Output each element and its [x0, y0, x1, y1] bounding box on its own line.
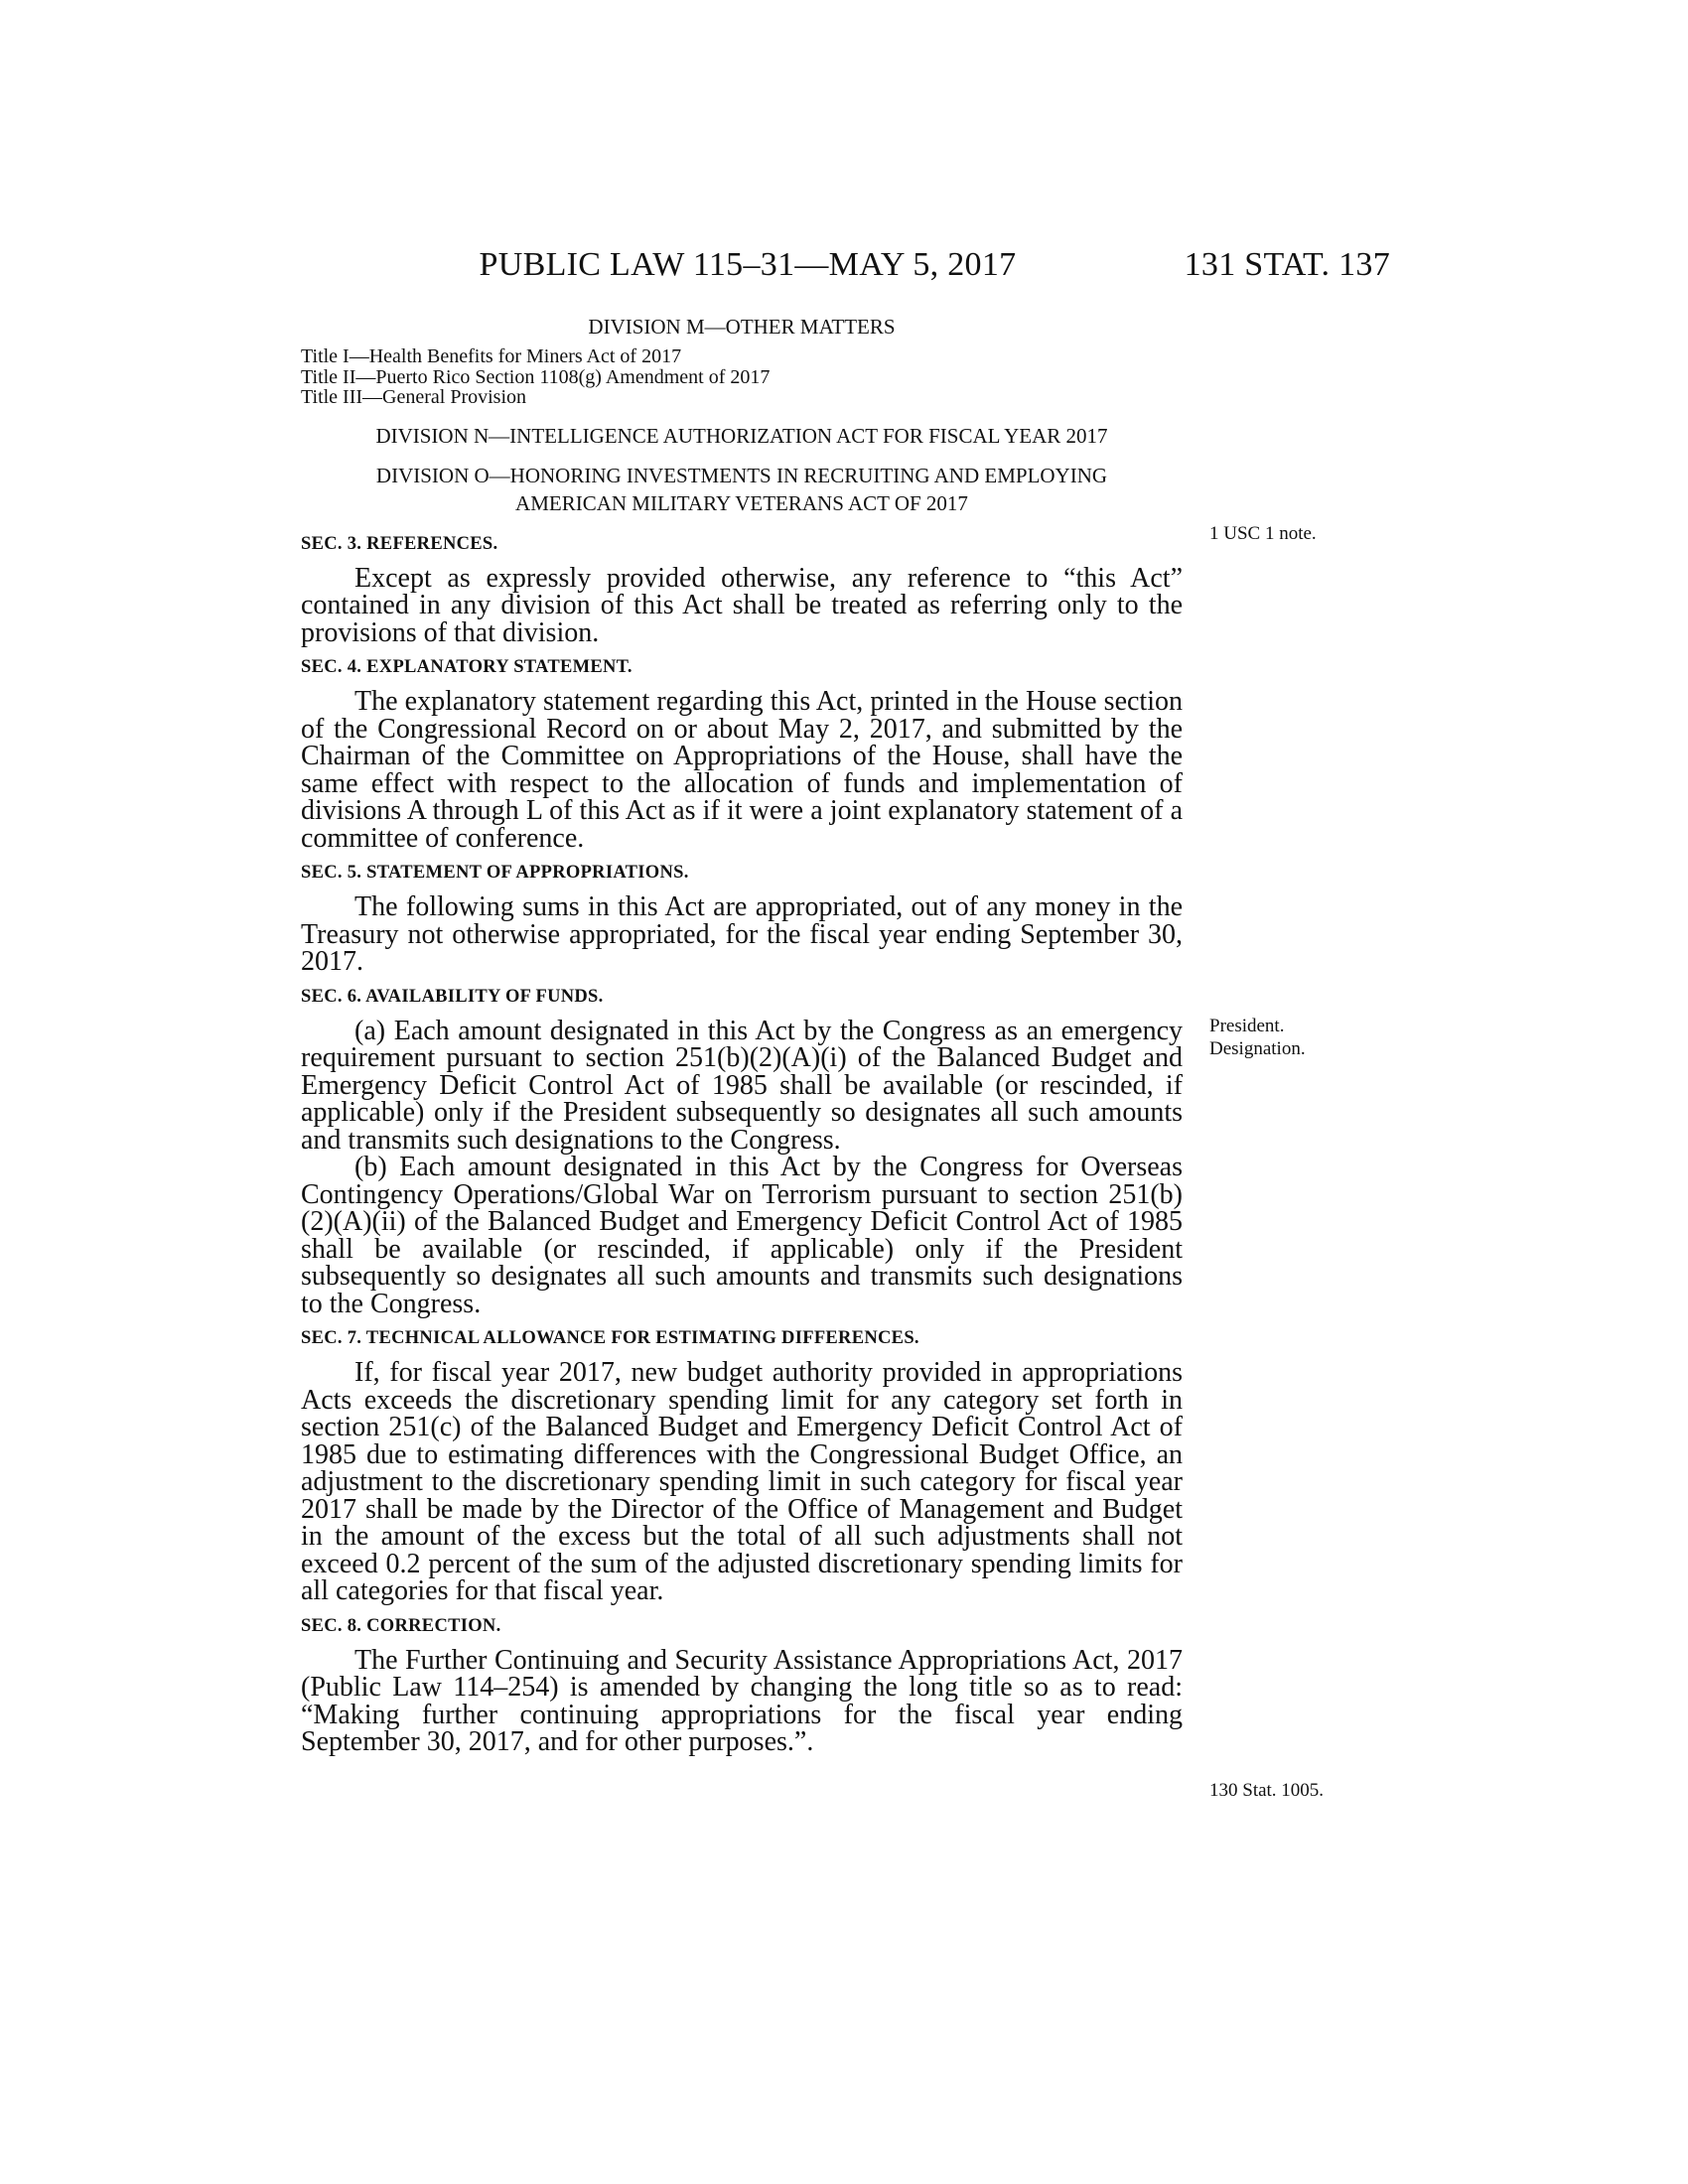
running-head [298, 246, 1390, 296]
margin-note-usc: 1 USC 1 note. [1209, 523, 1317, 544]
division-o-title-line2: AMERICAN MILITARY VETERANS ACT OF 2017 [515, 490, 968, 515]
toc-line: Title I—Health Benefits for Miners Act of 2017 [301, 345, 682, 367]
toc-line: Title III—General Provision [301, 386, 527, 408]
section-6 [301, 984, 1183, 1318]
statute-page-number: 131 STAT. 137 [1184, 246, 1390, 283]
division-o-title [301, 462, 1183, 517]
body-column [301, 313, 1183, 1764]
section-heading: SEC. 4. EXPLANATORY STATEMENT. [301, 657, 633, 677]
section-text: The following sums in this Act are appropriated, out of any money in the Treasury not otherwise appropriated, for the fiscal year ending September 30, 2017. [301, 891, 1183, 977]
section-heading: SEC. 5. STATEMENT OF APPROPRIATIONS. [301, 863, 689, 883]
section-text: The Further Continuing and Security Assistance Appropriations Act, 2017 (Public Law 114–254) is amended by changing the long title so as to read: “Making further continuing appropriations for the fiscal year ending September 30, 2017, and for other purposes.”. [301, 1644, 1183, 1757]
section-text-a: (a) Each amount designated in this Act by the Congress as an emergency requirement pursuant to section 251(b)(2)(A)(i) of the Balanced Budget and Emergency Deficit Control Act of 1985 shall be available (or rescinded, if applicable) only if the President subsequently so designates all such amounts and transmits such designations to the Congress. [301, 1015, 1183, 1156]
section-text: If, for fiscal year 2017, new budget authority provided in appropriations Acts exceeds the discretionary spending limit for any category set forth in section 251(c) of the Balanced Budget and Emergency Deficit Control Act of 1985 due to estimating differences with the Congressional Budget Office, an adjustment to the discretionary spending limit in such category for fiscal year 2017 shall be made by the Director of the Office of Management and Budget in the amount of the excess but the total of all such adjustments shall not exceed 0.2 percent of the sum of the adjusted discretionary spending limits for all categories for that fiscal year. [301, 1357, 1183, 1606]
section-8 [301, 1613, 1183, 1756]
toc-line: Title II—Puerto Rico Section 1108(g) Amendment of 2017 [301, 365, 771, 388]
division-o-title-line1: DIVISION O—HONORING INVESTMENTS IN RECRUITING AND EMPLOYING [375, 463, 1108, 487]
division-m-title: DIVISION M—OTHER MATTERS [588, 315, 896, 339]
section-text: Except as expressly provided otherwise, any reference to “this Act” contained in any division of this Act shall be treated as referring only to the provisions of that division. [301, 562, 1183, 648]
division-n-title: DIVISION N—INTELLIGENCE AUTHORIZATION ACT FOR FISCAL YEAR 2017 [375, 423, 1108, 448]
margin-note-stat: 130 Stat. 1005. [1209, 1780, 1325, 1801]
section-text-b: (b) Each amount designated in this Act by the Congress for Overseas Contingency Operations/Global War on Terrorism pursuant to section 251(b)(2)(A)(ii) of the Balanced Budget and Emergency Deficit Control Act of 1985 shall be available (or rescinded, if applicable) only if the President subsequently so designates all such amounts and transmits such designations to the Congress. [301, 1152, 1183, 1319]
margin-note-president: President. [1209, 1016, 1285, 1036]
section-heading: SEC. 6. AVAILABILITY OF FUNDS. [301, 986, 604, 1007]
division-m-contents [301, 346, 1183, 408]
section-heading: SEC. 8. CORRECTION. [301, 1615, 501, 1636]
section-4 [301, 654, 1183, 852]
section-5 [301, 860, 1183, 976]
public-law-header: PUBLIC LAW 115–31—MAY 5, 2017 [479, 246, 1017, 283]
section-7 [301, 1325, 1183, 1605]
section-heading: SEC. 3. REFERENCES. [301, 533, 498, 554]
section-text: The explanatory statement regarding this Act, printed in the House section of the Congressional Record on or about May 2, 2017, and submitted by the Chairman of the Committee on Appropriations of the House, shall have the same effect with respect to the allocation of funds and implementation of divisions A through L of this Act as if it were a joint explanatory statement of a committee of conference. [301, 686, 1183, 854]
section-3 [301, 531, 1183, 647]
section-heading: SEC. 7. TECHNICAL ALLOWANCE FOR ESTIMATING DIFFERENCES. [301, 1328, 919, 1348]
margin-note-designation: Designation. [1209, 1038, 1306, 1059]
